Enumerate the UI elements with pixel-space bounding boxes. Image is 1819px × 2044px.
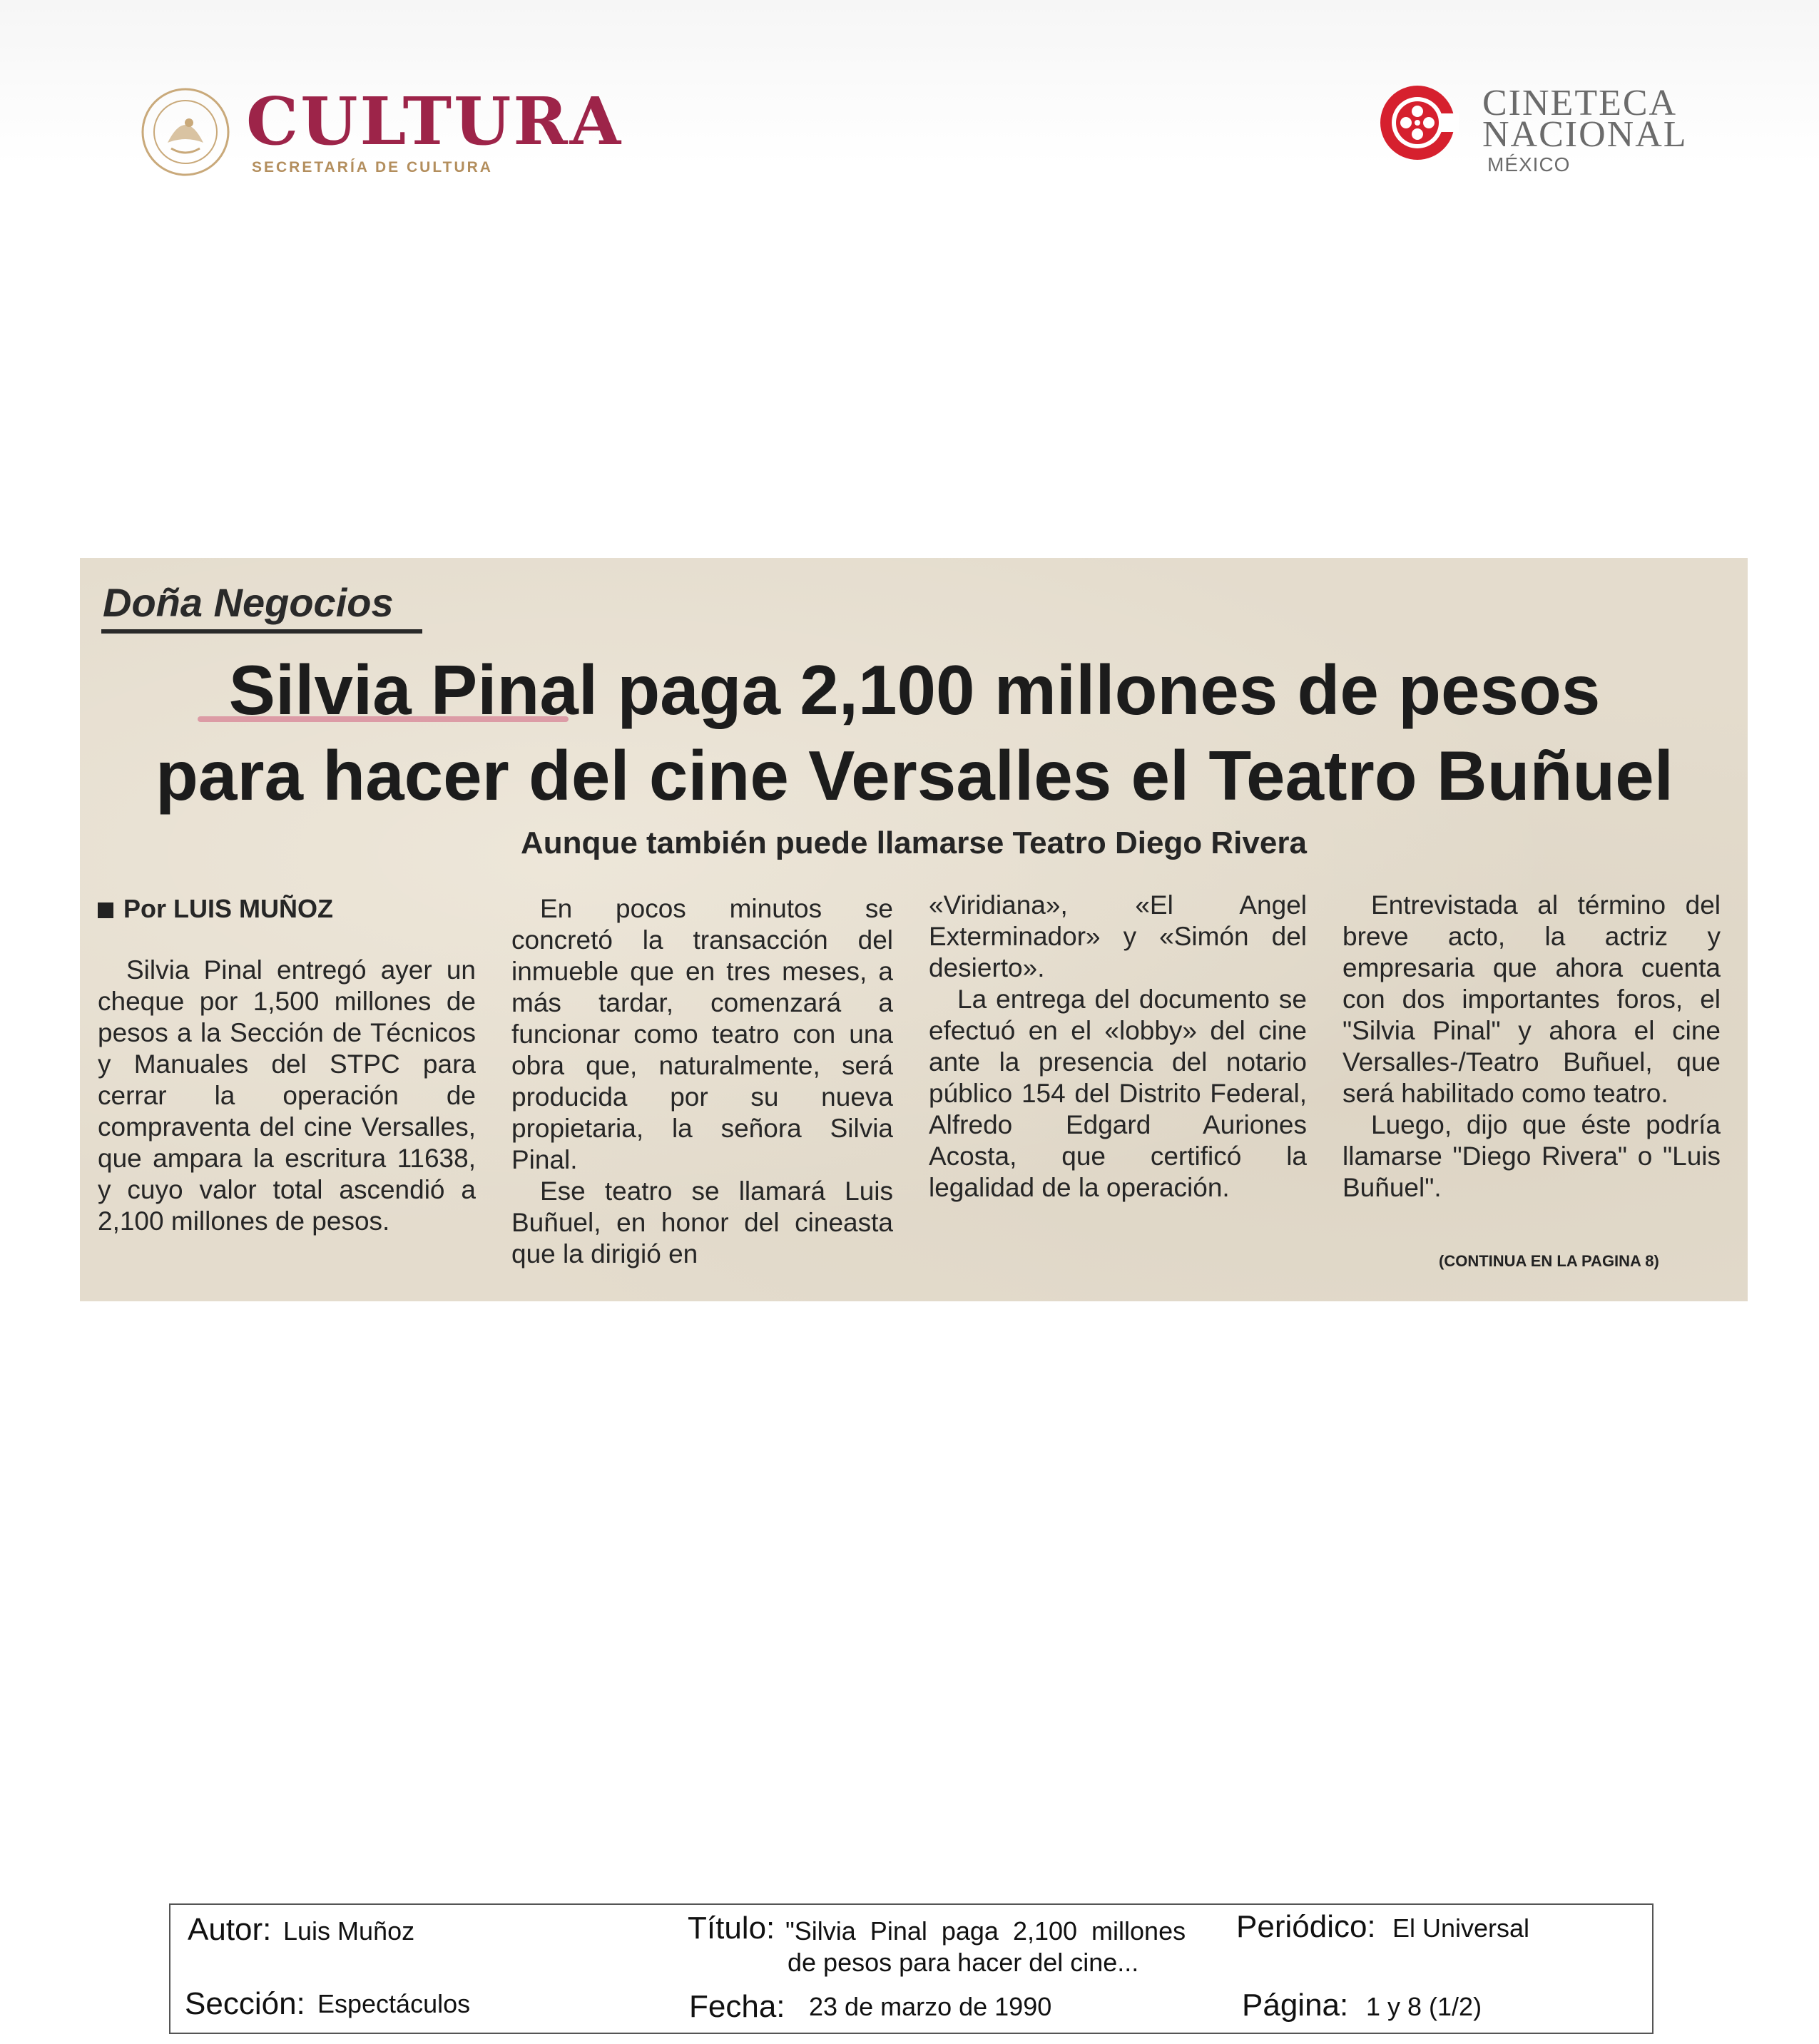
autor-value: Luis Muñoz — [283, 1916, 415, 1946]
fecha-value: 23 de marzo de 1990 — [809, 1992, 1052, 2021]
byline-text: Por LUIS MUÑOZ — [123, 894, 333, 923]
article-column-4 — [1342, 890, 1721, 1204]
byline — [98, 893, 476, 925]
continued-note: (CONTINUA EN LA PAGINA 8) — [1439, 1252, 1659, 1270]
kicker-rule — [101, 629, 422, 634]
cineteca-country: MÉXICO — [1487, 153, 1571, 176]
cineteca-line1: CINETECA — [1482, 83, 1678, 123]
paragraph: «Viridiana», «El Angel Exterminador» y «Simón del desierto». — [929, 890, 1307, 982]
article-column-3 — [929, 890, 1307, 1204]
headline — [108, 647, 1721, 818]
film-reel-icon — [1377, 82, 1459, 164]
titulo-value-line-2: de pesos para hacer del cine... — [788, 1948, 1139, 1977]
pagina-label: Página: — [1242, 1988, 1349, 2023]
section-kicker: Doña Negocios — [103, 580, 394, 625]
article-column-2 — [511, 893, 893, 1270]
mexican-seal-icon — [139, 86, 232, 178]
metadata-box — [169, 1903, 1654, 2034]
cultura-wordmark: CULTURA — [246, 83, 623, 160]
paragraph: Entrevistada al término del breve acto, la actriz y empresaria que ahora cuenta con dos importantes foros, el "Silvia Pinal" y ahora el cine Versalles-/Teatro Buñuel, que será habilitado como teatro. — [1342, 890, 1721, 1108]
page-header — [0, 0, 1819, 235]
headline-line-1: Silvia Pinal paga 2,100 millones de pesos — [228, 651, 1601, 729]
periodico-value: El Universal — [1392, 1913, 1530, 1943]
paragraph: Ese teatro se llamará Luis Buñuel, en honor del cineasta que la dirigió en — [511, 1176, 893, 1268]
cineteca-line2: NACIONAL — [1482, 114, 1688, 155]
byline-square-icon — [98, 902, 113, 918]
cineteca-name — [1482, 83, 1688, 155]
headline-line-2: para hacer del cine Versalles el Teatro Buñuel — [156, 736, 1673, 815]
paragraph: Silvia Pinal entregó ayer un cheque por 1,500 millones de pesos a la Sección de Técnicos y Manuales del STPC para cerrar la operación de compraventa del cine Versalles, que ampara la escritura 11638, y cuyo valor total ascendió a 2,100 millones de pesos. — [98, 955, 476, 1236]
cultura-subtitle: SECRETARÍA DE CULTURA — [252, 159, 493, 176]
seccion-label: Sección: — [185, 1986, 305, 2021]
newspaper-clipping — [80, 558, 1748, 1301]
titulo-value-line-1: "Silvia Pinal paga 2,100 millones — [785, 1916, 1186, 1946]
cultura-logo — [139, 82, 624, 189]
pagina-value: 1 y 8 (1/2) — [1366, 1992, 1482, 2021]
fecha-label: Fecha: — [689, 1989, 785, 2024]
titulo-label: Título: — [688, 1911, 775, 1946]
subheadline: Aunque también puede llamarse Teatro Diego Rivera — [521, 825, 1307, 860]
periodico-label: Periódico: — [1236, 1909, 1376, 1944]
paragraph: Luego, dijo que éste podría llamarse "Diego Rivera" o "Luis Buñuel". — [1342, 1110, 1721, 1202]
paragraph: En pocos minutos se concretó la transacción del inmueble que en tres meses, a más tardar, comenzará a funcionar como teatro con una obra que, naturalmente, será producida por su nueva propietaria, la señora Silvia Pinal. — [511, 894, 893, 1174]
autor-label: Autor: — [188, 1912, 272, 1947]
seccion-value: Espectáculos — [317, 1989, 471, 2018]
article-column-1 — [98, 893, 476, 1237]
cineteca-logo — [1377, 82, 1705, 182]
paragraph: La entrega del documento se efectuó en el «lobby» del cine ante la presencia del notario público 154 del Distrito Federal, Alfredo Edgard Auriones Acosta, que certificó la legalidad de la operación. — [929, 985, 1307, 1202]
